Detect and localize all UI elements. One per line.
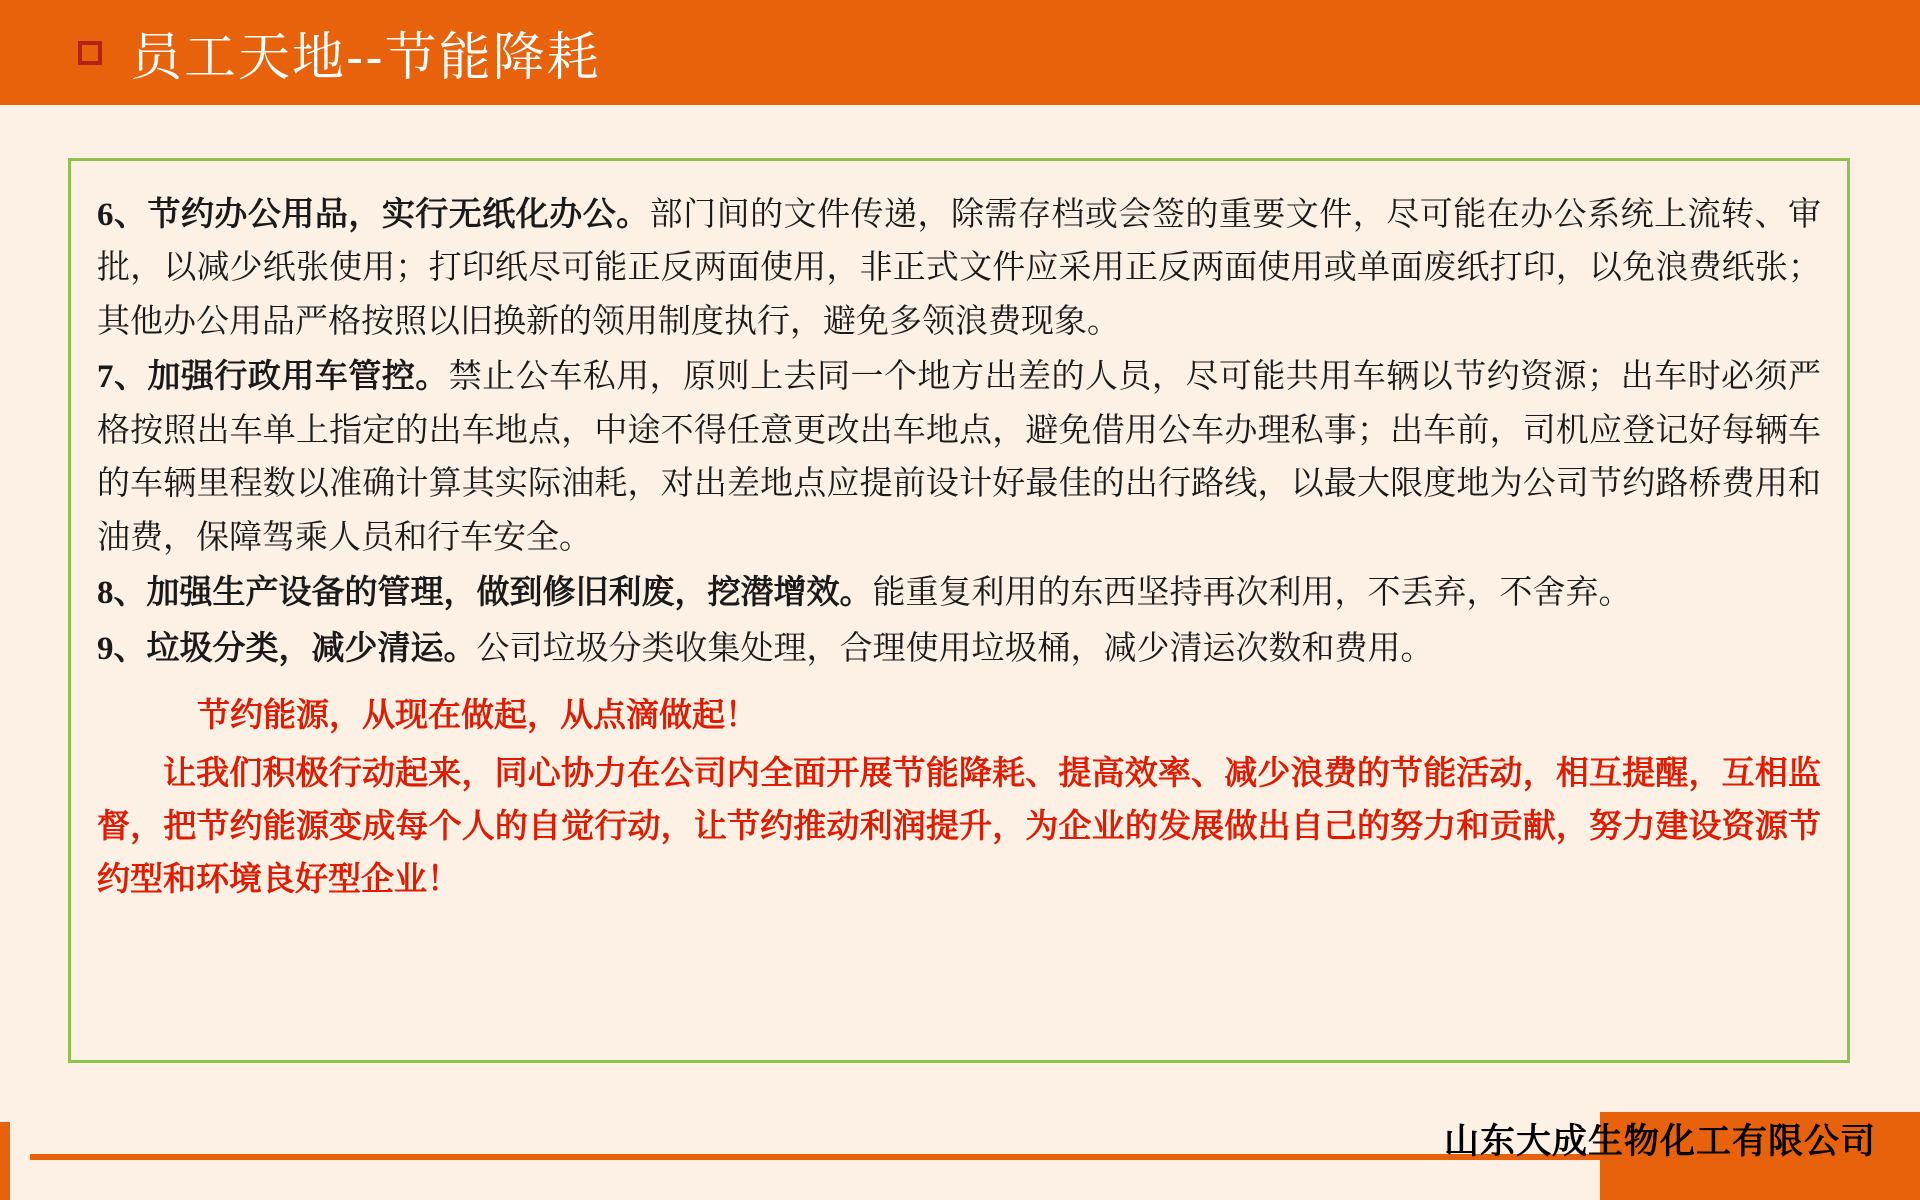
paragraph-6-body: 部门间的文件传递，除需存档或会签的重要文件，尽可能在办公系统上流转、审批，以减少纸张使用；打印纸尽可能正反两面使用，非正式文件应采用正反两面使用或单面废纸打印，以免浪费纸张；其他办公用品严格按照以旧换新的领用制度执行，避免多领浪费现象。: [97, 197, 1822, 340]
left-accent-stripe: [0, 1122, 10, 1200]
header: [0, 0, 601, 105]
paragraph-9-lead: 9、垃圾分类，减少清运。: [97, 630, 477, 667]
closing-text: 让我们积极行动起来，同心协力在公司内全面开展节能降耗、提高效率、减少浪费的节能活动，相互提醒，互相监督，把节约能源变成每个人的自觉行动，让节约推动利润提升，为企业的发展做出自己的努力和贡献，努力建设资源节约型和环境良好型企业！: [97, 755, 1821, 899]
paragraph-7-body: 禁止公车私用，原则上去同一个地方出差的人员，尽可能共用车辆以节约资源；出车时必须严格按照出车单上指定的出车地点，中途不得任意更改出车地点，避免借用公车办理私事；出车前，司机应登记好每辆车的车辆里程数以准确计算其实际油耗，对出差地点应提前设计好最佳的出行路线，以最大限度地为公司节约路桥费用和油费，保障驾乘人员和行车安全。: [97, 359, 1822, 556]
paragraph-9: [97, 623, 1821, 676]
paragraph-8: [97, 567, 1821, 620]
content-box: [68, 158, 1850, 1063]
page-title: 员工天地--节能降耗: [130, 29, 601, 87]
paragraph-6: [97, 189, 1821, 349]
paragraph-8-lead: 8、加强生产设备的管理，做到修旧利废，挖潜增效。: [97, 575, 873, 612]
paragraph-8-body: 能重复利用的东西坚持再次利用，不丢弃，不舍弃。: [872, 575, 1632, 612]
slogan-text: 节约能源，从现在做起，从点滴做起！: [197, 698, 758, 735]
paragraph-6-lead: 6、节约办公用品，实行无纸化办公。: [97, 197, 650, 233]
footer-company-name: 山东大成生物化工有限公司: [1443, 1122, 1876, 1161]
square-bullet-icon: [78, 41, 102, 65]
paragraph-7-lead: 7、加强行政用车管控。: [97, 359, 449, 396]
paragraph-7: [97, 351, 1821, 565]
paragraph-9-body: 公司垃圾分类收集处理，合理使用垃圾桶，减少清运次数和费用。: [476, 630, 1434, 667]
footer-rule: [30, 1154, 1650, 1160]
